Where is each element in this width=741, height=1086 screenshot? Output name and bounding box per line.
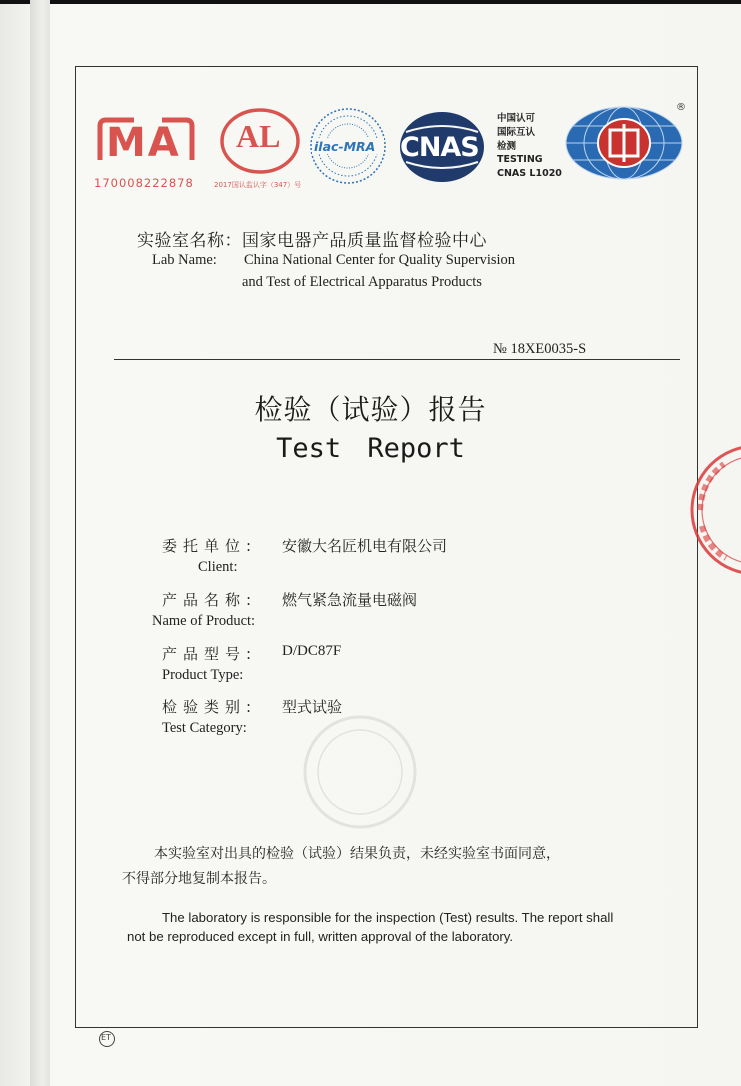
- et-mark: [98, 1030, 116, 1052]
- notice-en-line1: The laboratory is responsible for the inspection (Test) results. The report shall: [162, 910, 614, 925]
- cnas-en-line2: CNAS L1020: [497, 168, 562, 179]
- notice-cn-line1: 本实验室对出具的检验（试验）结果负责，未经实验室书面同意，: [154, 846, 560, 862]
- scan-edge: [0, 0, 741, 4]
- cnas-caption: [497, 110, 567, 186]
- cnas-en-line1: TESTING: [497, 154, 543, 165]
- header-divider: [114, 359, 680, 360]
- product-name-value: 燃气紧急流量电磁阀: [282, 591, 418, 609]
- ilac-mra-text: ilac-MRA: [314, 139, 376, 154]
- client-value: 安徽大名匠机电有限公司: [282, 537, 448, 555]
- lab-name-en-line2: and Test of Electrical Apparatus Products: [242, 274, 482, 290]
- cnas-cn-line1: 中国认可: [497, 113, 536, 124]
- report-title-cn: 检验（试验）报告: [254, 393, 487, 426]
- test-category-label-en: Test Category:: [162, 720, 247, 736]
- client-label-en: Client:: [198, 559, 238, 575]
- cnas-cn-line2: 国际互认: [497, 127, 536, 138]
- lab-name-cn: 实验室名称：国家电器产品质量监督检验中心: [137, 231, 487, 251]
- test-category-label-cn: 检验类别:: [162, 698, 258, 716]
- cnas-logo: [398, 110, 488, 186]
- product-type-value: D/DC87F: [282, 643, 342, 659]
- embossed-seal: [300, 712, 420, 832]
- product-type-label-cn: 产品型号:: [162, 645, 258, 663]
- page-binding: [30, 0, 50, 1086]
- product-type-label-en: Product Type:: [162, 667, 244, 683]
- report-title-en: Test Report: [276, 433, 465, 464]
- lab-name-en-line1: China National Center for Quality Supervision: [244, 252, 516, 268]
- cal-text: AL: [236, 118, 281, 154]
- product-name-label-cn: 产品名称:: [162, 591, 258, 609]
- client-label-cn: 委托单位:: [162, 537, 258, 555]
- lab-name-label-en: Lab Name:: [152, 252, 217, 268]
- red-stamp-partial: [686, 440, 741, 580]
- cma-logo: [92, 112, 202, 192]
- test-category-value: 型式试验: [282, 698, 343, 716]
- cma-number: 170008222878: [94, 176, 194, 190]
- cal-logo: [214, 106, 310, 194]
- cma-text: MA: [106, 120, 181, 166]
- registered-mark: ®: [676, 102, 686, 113]
- notice-cn-line2: 不得部分地复制本报告。: [122, 871, 276, 887]
- ilac-mra-logo: [308, 106, 388, 190]
- cal-number: 2017国认监认字（347）号: [214, 181, 302, 189]
- report-number: № 18XE0035-S: [493, 341, 587, 357]
- et-mark-text: ET: [101, 1033, 111, 1042]
- cqc-globe-logo: [562, 102, 688, 192]
- product-name-label-en: Name of Product:: [152, 613, 256, 629]
- cnas-cn-line3: 检测: [497, 141, 517, 152]
- notice-en-line2: not be reproduced except in full, written approval of the laboratory.: [127, 929, 514, 944]
- cnas-text: CNAS: [400, 132, 479, 163]
